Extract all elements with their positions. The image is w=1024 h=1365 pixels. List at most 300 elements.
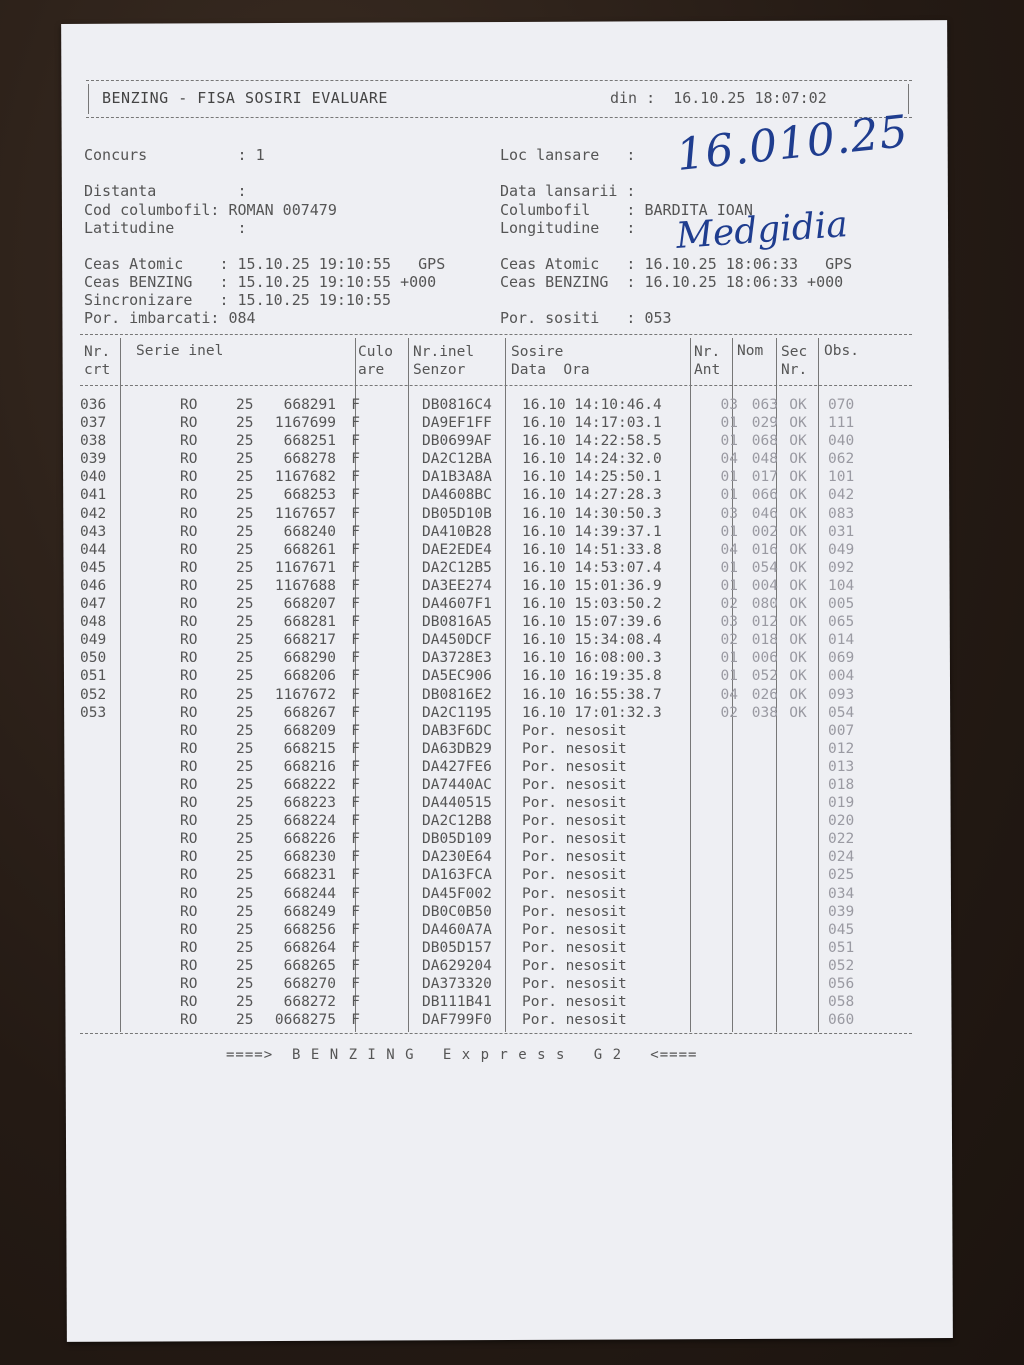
por-sositi-line: Por. sositi : 053 — [500, 309, 672, 327]
cell-inel: 668226 — [283, 831, 336, 848]
table-row — [80, 686, 874, 704]
cell-tara: RO — [180, 849, 198, 866]
cell-senzor: DA3728E3 — [422, 650, 492, 667]
table-row — [80, 414, 874, 432]
cell-inel: 668291 — [283, 397, 336, 413]
table-row — [80, 432, 874, 450]
table-row — [80, 866, 874, 884]
cell-obs: 062 — [828, 451, 855, 468]
cell-culoare — [364, 740, 418, 758]
banner-right-bar — [908, 84, 909, 114]
report-title: BENZING - FISA SOSIRI EVALUARE — [102, 89, 388, 107]
cell-sec-nr — [778, 939, 818, 957]
cell-sosire: 16.10 14:22:58.5 — [522, 433, 662, 450]
cell-sosire: 16.10 14:30:50.3 — [522, 505, 662, 522]
cell-nom — [738, 776, 778, 794]
cell-sex: F — [351, 469, 360, 486]
table-header-bottom-border — [80, 385, 912, 386]
cell-nr-ant — [702, 866, 738, 884]
cell-obs: 034 — [828, 885, 855, 902]
cell-inel: 668231 — [283, 867, 336, 884]
cell-sex: F — [351, 505, 360, 522]
cell-sex: F — [351, 795, 360, 812]
cell-culoare — [364, 794, 418, 812]
cell-culoare — [364, 885, 418, 903]
cell-nr-crt: 046 — [80, 577, 107, 594]
cell-sex: F — [351, 921, 360, 938]
cell-tara: RO — [180, 505, 198, 522]
cell-an: 25 — [236, 614, 254, 631]
cell-culoare — [364, 704, 418, 722]
cell-nr-ant: 02 — [720, 596, 738, 613]
cell-an: 25 — [236, 976, 254, 992]
cell-sosire: 16.10 14:39:37.1 — [522, 523, 662, 540]
cell-sec-nr — [778, 722, 818, 740]
cell-sosire: Por. nesosit — [522, 885, 627, 902]
cell-nom — [738, 957, 778, 975]
loc-lansare-line: Loc lansare : — [500, 146, 636, 164]
cell-nr-crt: 049 — [80, 632, 107, 649]
cell-sosire: Por. nesosit — [522, 957, 627, 974]
cell-an: 25 — [236, 523, 254, 540]
cell-sec-nr — [778, 740, 818, 758]
table-row — [80, 975, 874, 993]
cell-tara: RO — [180, 596, 198, 613]
cell-senzor: DA4608BC — [422, 487, 492, 504]
cell-sec-nr: OK — [789, 487, 807, 504]
cell-sec-nr: OK — [789, 650, 807, 667]
cell-nom: 046 — [751, 505, 778, 522]
cell-sosire: 16.10 15:34:08.4 — [522, 632, 662, 649]
cod-columbofil-line: Cod columbofil: ROMAN 007479 — [84, 201, 337, 219]
cell-senzor: DB111B41 — [422, 994, 492, 1011]
cell-tara: RO — [180, 559, 198, 576]
cell-senzor: DA2C12B8 — [422, 813, 492, 830]
cell-nr-ant: 01 — [720, 469, 738, 486]
cell-sec-nr: OK — [789, 523, 807, 540]
cell-nr-ant — [702, 830, 738, 848]
cell-obs: 025 — [828, 867, 855, 884]
cell-tara: RO — [180, 469, 198, 486]
cell-senzor: DA7440AC — [422, 776, 492, 793]
cell-sec-nr: OK — [789, 668, 807, 685]
cell-senzor: DA440515 — [422, 795, 492, 812]
cell-obs: 014 — [828, 632, 855, 649]
table-row — [80, 848, 874, 866]
cell-nom — [738, 758, 778, 776]
cell-nr-crt: 040 — [80, 469, 107, 486]
cell-inel: 1167682 — [274, 469, 336, 486]
cell-obs: 018 — [828, 776, 855, 793]
cell-nr-crt: 045 — [80, 559, 107, 576]
col-nom: Nom — [737, 343, 764, 359]
col-nr-inel-senzor: Nr.inel Senzor — [413, 344, 475, 378]
cell-an: 25 — [236, 994, 254, 1011]
cell-nr-crt — [80, 830, 116, 848]
cell-sec-nr — [778, 885, 818, 903]
table-bottom-border — [80, 1033, 912, 1034]
cell-nom: 080 — [751, 596, 778, 613]
cell-inel: 668272 — [283, 994, 336, 1011]
cell-nom — [738, 921, 778, 939]
cell-senzor: DAB3F6DC — [422, 722, 492, 739]
cell-nr-crt — [80, 758, 116, 776]
cell-sex: F — [351, 415, 360, 432]
table-row — [80, 921, 874, 939]
cell-inel: 668290 — [283, 650, 336, 667]
cell-nr-crt: 050 — [80, 650, 107, 667]
ceas-benzing-line: Ceas BENZING : 15.10.25 19:10:55 +000 — [84, 273, 437, 291]
cell-obs: 020 — [828, 813, 855, 830]
cell-sec-nr: OK — [789, 559, 807, 576]
cell-obs: 056 — [828, 976, 855, 992]
cell-sosire: Por. nesosit — [522, 994, 627, 1011]
col-nr-crt: Nr. crt — [84, 344, 111, 378]
cell-nr-crt — [80, 975, 116, 993]
cell-nr-ant — [702, 794, 738, 812]
cell-an: 25 — [236, 758, 254, 775]
cell-senzor: DA163FCA — [422, 867, 492, 884]
cell-inel: 668240 — [283, 523, 336, 540]
cell-senzor: DB05D109 — [422, 831, 492, 848]
cell-nr-crt: 036 — [80, 397, 107, 413]
latitudine-line: Latitudine : — [84, 219, 247, 237]
cell-sosire: Por. nesosit — [522, 831, 627, 848]
cell-inel: 668206 — [283, 668, 336, 685]
cell-tara: RO — [180, 668, 198, 685]
cell-inel: 1167672 — [274, 686, 336, 703]
cell-sec-nr — [778, 975, 818, 993]
table-row — [80, 722, 874, 740]
cell-sex: F — [351, 885, 360, 902]
cell-sex: F — [351, 704, 360, 721]
cell-an: 25 — [236, 397, 254, 413]
cell-obs: 070 — [828, 397, 855, 413]
cell-nr-crt — [80, 993, 116, 1011]
cell-senzor: DA2C12B5 — [422, 559, 492, 576]
cell-sosire: 16.10 14:27:28.3 — [522, 487, 662, 504]
cell-sosire: 16.10 15:01:36.9 — [522, 577, 662, 594]
table-row — [80, 704, 874, 722]
cell-senzor: DB0C0B50 — [422, 903, 492, 920]
cell-obs: 065 — [828, 614, 855, 631]
table-row — [80, 794, 874, 812]
table-row — [80, 523, 874, 541]
cell-obs: 060 — [828, 1012, 855, 1029]
cell-tara: RO — [180, 487, 198, 504]
cell-tara: RO — [180, 867, 198, 884]
cell-senzor: DA63DB29 — [422, 740, 492, 757]
cell-tara: RO — [180, 1012, 198, 1029]
cell-sec-nr: OK — [789, 704, 807, 721]
cell-senzor: DAE2EDE4 — [422, 541, 492, 558]
cell-obs: 040 — [828, 433, 855, 450]
cell-nr-crt: 044 — [80, 541, 107, 558]
cell-culoare — [364, 450, 418, 468]
banner-top-border — [86, 80, 912, 81]
cell-sec-nr: OK — [789, 469, 807, 486]
table-row — [80, 993, 874, 1011]
cell-culoare — [364, 722, 418, 740]
cell-an: 25 — [236, 867, 254, 884]
cell-nr-crt — [80, 939, 116, 957]
cell-sex: F — [351, 650, 360, 667]
cell-nom: 018 — [751, 632, 778, 649]
cell-sex: F — [351, 614, 360, 631]
cell-sec-nr — [778, 794, 818, 812]
cell-nr-ant: 02 — [720, 704, 738, 721]
cell-nr-ant — [702, 1011, 738, 1029]
cell-nom: 002 — [751, 523, 778, 540]
cell-nr-ant — [702, 848, 738, 866]
longitudine-line: Longitudine : — [500, 219, 636, 237]
cell-nr-crt: 052 — [80, 686, 107, 703]
cell-sec-nr — [778, 957, 818, 975]
cell-inel: 668253 — [283, 487, 336, 504]
cell-an: 25 — [236, 1012, 254, 1029]
cell-nr-crt — [80, 776, 116, 794]
cell-culoare — [364, 396, 418, 414]
cell-nr-ant: 01 — [720, 415, 738, 432]
cell-sex: F — [351, 903, 360, 920]
cell-culoare — [364, 993, 418, 1011]
cell-nr-ant: 03 — [720, 397, 738, 413]
cell-senzor: DA629204 — [422, 957, 492, 974]
cell-sosire: Por. nesosit — [522, 722, 627, 739]
cell-sec-nr: OK — [789, 415, 807, 432]
cell-an: 25 — [236, 885, 254, 902]
cell-nr-ant: 02 — [720, 632, 738, 649]
cell-an: 25 — [236, 813, 254, 830]
cell-obs: 101 — [828, 469, 855, 486]
footer-banner: ====> B E N Z I N G E x p r e s s G 2 <==== — [226, 1047, 698, 1063]
cell-culoare — [364, 559, 418, 577]
cell-nr-crt: 051 — [80, 668, 107, 685]
cell-nr-crt — [80, 722, 116, 740]
cell-culoare — [364, 866, 418, 884]
cell-sec-nr: OK — [789, 541, 807, 558]
table-row — [80, 758, 874, 776]
cell-an: 25 — [236, 451, 254, 468]
cell-obs: 045 — [828, 921, 855, 938]
cell-inel: 668224 — [283, 813, 336, 830]
cell-culoare — [364, 613, 418, 631]
cell-sosire: 16.10 16:19:35.8 — [522, 668, 662, 685]
cell-tara: RO — [180, 415, 198, 432]
cell-culoare — [364, 595, 418, 613]
cell-culoare — [364, 921, 418, 939]
cell-nom — [738, 848, 778, 866]
cell-nr-ant: 04 — [720, 451, 738, 468]
cell-senzor: DB0816E2 — [422, 686, 492, 703]
cell-sosire: 16.10 14:53:07.4 — [522, 559, 662, 576]
col-sec-nr: Sec Nr. — [781, 344, 808, 378]
cell-tara: RO — [180, 686, 198, 703]
cell-nom: 029 — [751, 415, 778, 432]
data-lansarii-line: Data lansarii : — [500, 182, 636, 200]
cell-an: 25 — [236, 939, 254, 956]
cell-sex: F — [351, 849, 360, 866]
cell-obs: 024 — [828, 849, 855, 866]
col-culoare: Culo are — [358, 344, 393, 378]
cell-culoare — [364, 939, 418, 957]
cell-inel: 1167688 — [274, 577, 336, 594]
cell-sex: F — [351, 957, 360, 974]
cell-an: 25 — [236, 686, 254, 703]
cell-culoare — [364, 667, 418, 685]
cell-sex: F — [351, 668, 360, 685]
col-serie-inel: Serie inel — [136, 343, 224, 359]
cell-nom: 052 — [751, 668, 778, 685]
cell-obs: 019 — [828, 795, 855, 812]
cell-sex: F — [351, 758, 360, 775]
cell-sec-nr: OK — [789, 577, 807, 594]
cell-obs: 052 — [828, 957, 855, 974]
cell-sex: F — [351, 559, 360, 576]
table-row — [80, 957, 874, 975]
cell-nr-crt: 038 — [80, 433, 107, 450]
cell-culoare — [364, 686, 418, 704]
cell-nr-crt — [80, 885, 116, 903]
cell-inel: 668278 — [283, 451, 336, 468]
cell-an: 25 — [236, 487, 254, 504]
cell-tara: RO — [180, 776, 198, 793]
cell-tara: RO — [180, 903, 198, 920]
cell-obs: 092 — [828, 559, 855, 576]
cell-sec-nr — [778, 848, 818, 866]
cell-sex: F — [351, 813, 360, 830]
cell-senzor: DA3EE274 — [422, 577, 492, 594]
cell-an: 25 — [236, 433, 254, 450]
cell-inel: 1167671 — [274, 559, 336, 576]
cell-nr-ant: 01 — [720, 487, 738, 504]
handwritten-place: Medgidia — [674, 204, 850, 257]
cell-nr-crt — [80, 957, 116, 975]
cell-nr-ant — [702, 812, 738, 830]
cell-sec-nr: OK — [789, 596, 807, 613]
cell-senzor: DA427FE6 — [422, 758, 492, 775]
cell-senzor: DB0816A5 — [422, 614, 492, 631]
cell-culoare — [364, 848, 418, 866]
table-row — [80, 939, 874, 957]
cell-tara: RO — [180, 541, 198, 558]
cell-inel: 668215 — [283, 740, 336, 757]
cell-nom: 066 — [751, 487, 778, 504]
cell-inel: 668230 — [283, 849, 336, 866]
cell-obs: 012 — [828, 740, 855, 757]
cell-sex: F — [351, 740, 360, 757]
cell-nom — [738, 975, 778, 993]
cell-tara: RO — [180, 813, 198, 830]
cell-an: 25 — [236, 596, 254, 613]
cell-obs: 054 — [828, 704, 855, 721]
cell-sex: F — [351, 722, 360, 739]
cell-nom: 038 — [751, 704, 778, 721]
ceas-benzing-right-line: Ceas BENZING : 16.10.25 18:06:33 +000 — [500, 273, 844, 291]
cell-inel: 668281 — [283, 614, 336, 631]
cell-tara: RO — [180, 994, 198, 1011]
cell-an: 25 — [236, 740, 254, 757]
cell-an: 25 — [236, 921, 254, 938]
cell-obs: 069 — [828, 650, 855, 667]
table-row — [80, 505, 874, 523]
cell-sex: F — [351, 632, 360, 649]
cell-senzor: DB0816C4 — [422, 397, 492, 413]
cell-obs: 083 — [828, 505, 855, 522]
cell-tara: RO — [180, 957, 198, 974]
cell-an: 25 — [236, 650, 254, 667]
cell-senzor: DB05D157 — [422, 939, 492, 956]
banner-left-bar — [88, 84, 89, 114]
cell-sec-nr — [778, 812, 818, 830]
sincronizare-line: Sincronizare : 15.10.25 19:10:55 — [84, 291, 392, 309]
arrivals-table — [80, 396, 874, 1029]
cell-nom: 026 — [751, 686, 778, 703]
cell-sec-nr: OK — [789, 686, 807, 703]
cell-sex: F — [351, 523, 360, 540]
cell-nom — [738, 903, 778, 921]
cell-nr-ant: 03 — [720, 505, 738, 522]
cell-inel: 668209 — [283, 722, 336, 739]
cell-obs: 031 — [828, 523, 855, 540]
cell-nr-ant: 03 — [720, 614, 738, 631]
cell-obs: 007 — [828, 722, 855, 739]
cell-obs: 013 — [828, 758, 855, 775]
cell-tara: RO — [180, 451, 198, 468]
cell-culoare — [364, 523, 418, 541]
cell-sosire: 16.10 14:10:46.4 — [522, 397, 662, 413]
cell-tara: RO — [180, 740, 198, 757]
cell-tara: RO — [180, 397, 198, 413]
cell-senzor: DA5EC906 — [422, 668, 492, 685]
cell-nom — [738, 722, 778, 740]
cell-obs: 039 — [828, 903, 855, 920]
cell-sex: F — [351, 596, 360, 613]
cell-sosire: 16.10 14:25:50.1 — [522, 469, 662, 486]
cell-inel: 668261 — [283, 541, 336, 558]
cell-nr-crt: 048 — [80, 614, 107, 631]
table-row — [80, 577, 874, 595]
cell-an: 25 — [236, 668, 254, 685]
cell-inel: 668249 — [283, 903, 336, 920]
cell-culoare — [364, 577, 418, 595]
cell-culoare — [364, 468, 418, 486]
cell-senzor: DA373320 — [422, 976, 492, 992]
cell-nr-crt — [80, 903, 116, 921]
cell-nom: 054 — [751, 559, 778, 576]
cell-sec-nr — [778, 776, 818, 794]
cell-senzor: DA2C1195 — [422, 704, 492, 721]
cell-nr-crt: 043 — [80, 523, 107, 540]
cell-inel: 668244 — [283, 885, 336, 902]
cell-sosire: 16.10 17:01:32.3 — [522, 704, 662, 721]
cell-sec-nr — [778, 1011, 818, 1029]
cell-an: 25 — [236, 831, 254, 848]
cell-inel: 1167657 — [274, 505, 336, 522]
cell-nr-crt: 053 — [80, 704, 107, 721]
cell-sec-nr: OK — [789, 397, 807, 413]
col-sosire: Sosire Data Ora — [511, 344, 590, 378]
cell-senzor: DA230E64 — [422, 849, 492, 866]
cell-sosire: 16.10 16:55:38.7 — [522, 686, 662, 703]
cell-senzor: DA1B3A8A — [422, 469, 492, 486]
cell-inel: 668216 — [283, 758, 336, 775]
cell-culoare — [364, 975, 418, 993]
table-row — [80, 903, 874, 921]
cell-senzor: DB0699AF — [422, 433, 492, 450]
concurs-line: Concurs : 1 — [84, 146, 265, 164]
cell-culoare — [364, 812, 418, 830]
